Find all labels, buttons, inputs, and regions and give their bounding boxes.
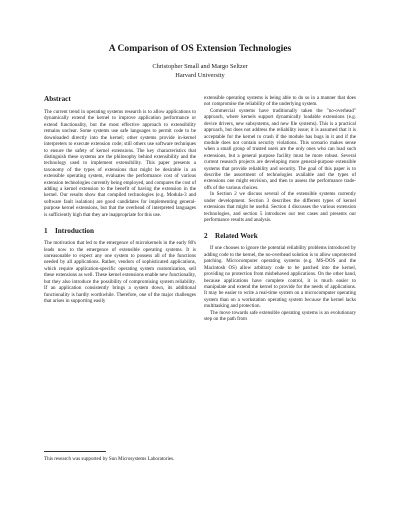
paper-title: A Comparison of OS Extension Technologies	[108, 43, 292, 54]
abstract-text: The current trend in operating systems research is to allow applications to dynamically extend the kernel to improve application performance or extend functionality, but the most effective approach to extensibility remains unclear. Some systems use safe languages to permit code to be downloaded directly into the kernel; other systems provide in-kernel interpreters to execute extension code; still others use software techniques to ensure the safety of kernel extensions. The key characteristics that distinguish these systems are the philosophy behind extensibility and the technology used to implement extensibility. This paper presents a taxonomy of the types of extensions that might be desirable in an extensible operating system, evaluates the performance cost of various extension technologies currently being employed, and compares the cost of adding a kernel extension to the benefit of having the extension in the kernel. Our results show that compiled technologies (e.g. Modula-3 and software fault isolation) are good candidates for implementing general-purpose kernel extensions, but that the overhead of interpreted languages is sufficiently high that they are inappropriate for this use.	[44, 109, 196, 218]
footnote: This research was supported by Sun Microsystems Laboratories.	[44, 456, 175, 462]
abstract-heading: Abstract	[44, 95, 71, 103]
related-paragraph-2: The move towards safe extensible operating systems is an evolutionary step on the path from	[204, 309, 356, 323]
related-paragraph-1	[204, 245, 356, 309]
intro-heading-label: Introduction	[55, 227, 95, 236]
author-affiliation: Harvard University	[175, 72, 225, 79]
related-heading-label: Related Work	[215, 232, 258, 241]
left-column	[44, 95, 196, 500]
related-section-number: 2	[204, 232, 208, 241]
related-paragraph-1-b: the kernel lacks multitasking and protection.	[204, 296, 356, 310]
footnote-rule	[44, 451, 106, 452]
intro-paragraph-1: The motivation that led to the emergence of microkernels in the early 80's leads now to the emergence of extensible operating systems. It is unreasonable to expect any one system to possess all of the functions needed by all applications. Rather, vendors of sophisticated applications, which require application-specific operating system customization, sell these extensions as well. These kernel extensions enable new functionality, but they also introduce the possibility of compromising system reliability. If an application consistently brings a system down, its additional functionality is hardly worthwhile. Therefore, one of the major challenges that arises in supporting easily	[44, 240, 196, 304]
intro-paragraph-1-continued: extensible operating systems is being able to do so in a manner that does not compromise the reliability of the underlying system.	[204, 95, 356, 108]
related-paragraph-1-a: If one chooses to ignore the potential reliability problems introduced by adding code to the kernel, the no-overhead solution is to allow unprotected patching. Microcomputer operating systems (e.g. MS-DOS and the Macintosh OS) allow arbitrary code to be patched into the kernel, providing no protection from misbehaved applications. On the other hand, because applications have complete control, it is much easier to manipulate and extend the kernel to provide for the needs of applications. It may be easier to write a real-time system on a microcomputer operating system than on a workstation operating system	[204, 245, 356, 303]
related-paragraph-1-emphasis: because	[304, 296, 321, 303]
intro-paragraph-3: In Section 2 we discuss several of the extensible systems currently under development. Section 3 describes the different types of kernel extensions that might be useful. Section 4 discusses the various extension technologies, and section 5 introduces our test cases and presents our performance results and analysis.	[204, 191, 356, 224]
intro-section-number: 1	[44, 227, 48, 236]
related-work-heading	[204, 232, 356, 241]
intro-paragraph-2: Commercial systems have traditionally taken the "no-overhead" approach, where kernels support dynamically loadable extensions (e.g. device drivers, new subsystems, and new file systems). This is a practical approach, but does not address the reliability issue; it is assumed that it is acceptable for the kernel to crash if the module has bugs in it and if the module does not contain security violations. This scenario makes sense when a small group of trusted users are the only ones who can load such extensions, but a general purpose facility must be more robust. Several current research projects are developing more general-purpose extensible systems that provide reliability and security. The goal of this paper is to describe the assortment of technologies available and the types of extensions one might envision, and then to assess the performance trade-offs of the various choices.	[204, 107, 356, 191]
intro-heading	[44, 227, 196, 236]
right-column	[204, 95, 356, 500]
author-names: Christopher Small and Margo Seltzer	[152, 63, 248, 70]
